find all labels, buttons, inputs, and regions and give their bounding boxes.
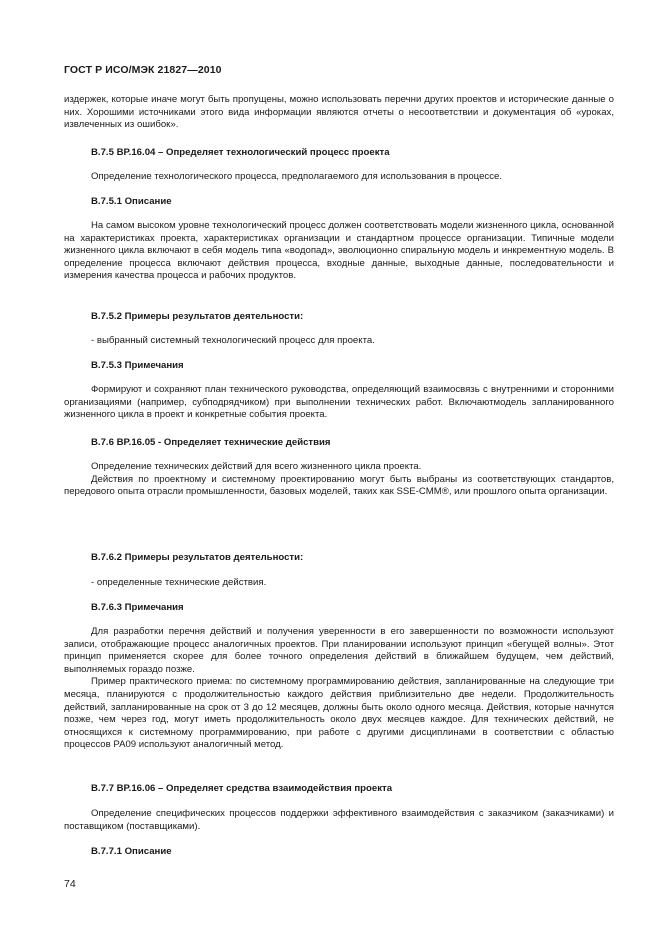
paragraph: Определение технических действий для всего жизненного цикла проекта. [91, 461, 422, 472]
paragraph: издержек, которые иначе могут быть пропущены, можно использовать перечни других проектов и исторические данные о них. Хорошими источниками этого вида информации являются отчеты о несоответствии и документация об «уроках, извлеченных из ошибок». [64, 94, 614, 131]
section-heading-b76: В.7.6 BP.16.05 - Определяет технические действия [91, 437, 331, 448]
document-header: ГОСТ Р ИСО/МЭК 21827—2010 [64, 64, 222, 76]
paragraph: Для разработки перечня действий и получения уверенности в его завершенности по возможности используют записи, отображающие процесс аналогичных проектов. При планировании используют принцип «бегущей волны». Этот принцип применяется скорее для более точного определения действий в ближайшем будущем, чем действий, выполняемых гораздо позже. [64, 626, 614, 675]
section-b751-body [64, 220, 614, 283]
paragraph: Определение специфических процессов поддержки эффективного взаимодействия с заказчиком (заказчиками) и поставщиком (поставщиками). [64, 808, 614, 832]
section-b752-body [64, 335, 614, 348]
paragraph: Определение технологического процесса, предполагаемого для использования в процессе. [91, 171, 502, 182]
section-b753-body [64, 384, 614, 422]
section-b76-body [64, 461, 614, 499]
section-heading-b763: В.7.6.3 Примечания [91, 602, 184, 613]
section-heading-b752: В.7.5.2 Примеры результатов деятельности: [91, 311, 304, 322]
section-heading-b75: В.7.5 BP.16.04 – Определяет технологический процесс проекта [91, 147, 390, 158]
section-b763-body [64, 626, 614, 752]
section-heading-b751: В.7.5.1 Описание [91, 196, 172, 207]
paragraph: Формируют и сохраняют план технического руководства, определяющий взаимосвязь с внутренними и сторонними организациями (например, субподрядчиком) при выполнении технических работ. Включаютмодель запланированного жизненного цикла в проект и конкретные события проекта. [64, 384, 614, 421]
section-b762-body [64, 577, 614, 590]
paragraph: - определенные технические действия. [91, 577, 267, 588]
paragraph: Пример практического приема: по системному программированию действия, запланированные на следующие три месяца, планируются с продолжительностью каждого действия приблизительно две недели. Продолжительность действий, запланированные на срок от 3 до 12 месяцев, должны быть около одного месяца. Действия, которые начнутся позже, чем через год, могут иметь продолжительность около двух месяцев каждое. Для технических действий, не относящихся к системному программированию, при работе с другими дисциплинами в соответствии с областью процессов PA09 используют аналогичный метод. [64, 676, 614, 751]
section-heading-b762: В.7.6.2 Примеры результатов деятельности: [91, 552, 304, 563]
intro-paragraph [64, 94, 614, 132]
section-heading-b77: В.7.7 BP.16.06 – Определяет средства взаимодействия проекта [91, 783, 393, 794]
section-b75-body [64, 171, 614, 184]
section-heading-b771: В.7.7.1 Описание [91, 846, 172, 857]
section-heading-b753: В.7.5.3 Примечания [91, 360, 184, 371]
section-b77-body [64, 808, 614, 833]
paragraph: На самом высоком уровне технологический процесс должен соответствовать модели жизненного цикла, основанной на характеристиках проекта, характеристиках организации и стандартном процессе организации. Типичные модели жизненного цикла включают в себя модель типа «водопад», эволюционно спиральную модель и инкрементную модель. В определение процесса включают действия процесса, входные данные, выходные данные, последовательности и измерения качества процесса и рабочих продуктов. [64, 220, 614, 282]
page-number: 74 [64, 878, 76, 890]
paragraph: Действия по проектному и системному проектированию могут быть выбраны из соответствующих стандартов, передового опыта отрасли промышленности, базовых моделей, таких как SSE-CMM®, или прошлого опыта организации. [64, 473, 614, 498]
paragraph: - выбранный системный технологический процесс для проекта. [91, 335, 375, 346]
